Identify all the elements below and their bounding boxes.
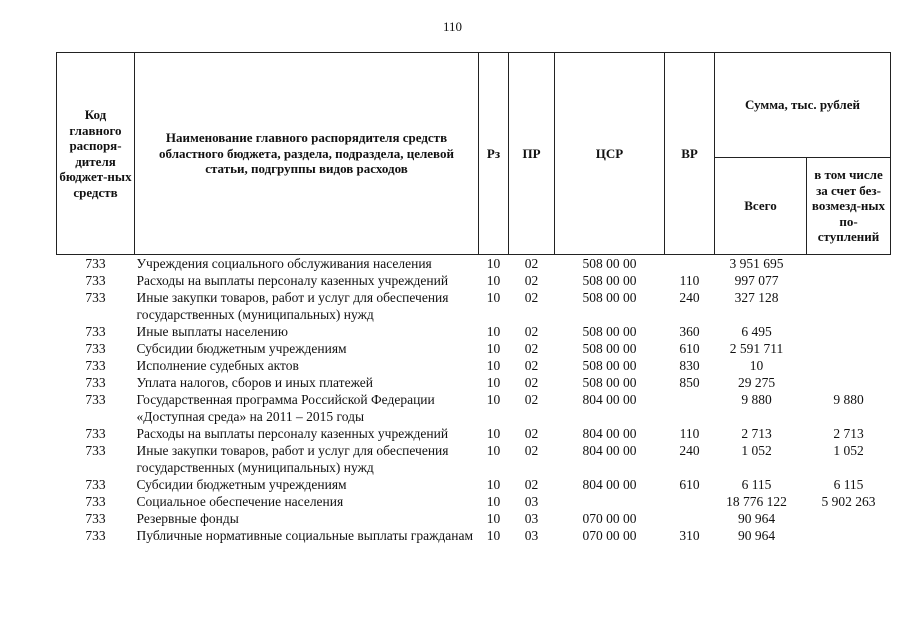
total-value: 90 964 [737, 528, 776, 543]
csr-cell: 070 00 00 [582, 528, 637, 543]
name-cell: Резервные фонды [136, 511, 239, 526]
rz-cell: 10 [486, 528, 501, 543]
total-cell [715, 476, 807, 493]
grants-cell: 9 880 [833, 392, 864, 407]
total-value: 997 077 [734, 273, 779, 288]
pr-cell: 02 [524, 341, 539, 356]
code-cell: 733 [85, 358, 106, 373]
table-row [57, 340, 891, 357]
total-value: 1 052 [741, 443, 772, 458]
grants-cell [807, 340, 891, 357]
rz-cell: 10 [486, 375, 501, 390]
code-cell: 733 [85, 477, 106, 492]
csr-cell [555, 493, 665, 510]
csr-cell: 508 00 00 [582, 358, 637, 373]
vr-cell: 610 [679, 341, 700, 356]
csr-cell: 508 00 00 [582, 341, 637, 356]
rz-cell: 10 [486, 511, 501, 526]
csr-cell: 804 00 00 [582, 392, 637, 407]
table-row [57, 425, 891, 442]
table-row [57, 289, 891, 323]
grants-cell [807, 289, 891, 323]
name-cell: Уплата налогов, сборов и иных платежей [136, 375, 373, 390]
total-value: 2 591 711 [729, 341, 784, 356]
csr-cell: 070 00 00 [582, 511, 637, 526]
csr-cell: 508 00 00 [582, 290, 637, 305]
table-header [57, 53, 891, 255]
code-cell: 733 [85, 273, 106, 288]
name-cell: Исполнение судебных актов [136, 358, 299, 373]
csr-cell: 804 00 00 [582, 426, 637, 441]
code-cell: 733 [85, 511, 106, 526]
total-cell [715, 323, 807, 340]
total-value: 90 964 [737, 511, 776, 526]
pr-cell: 03 [524, 528, 539, 543]
name-cell: Субсидии бюджетным учреждениям [136, 477, 347, 492]
header-vr: ВР [665, 53, 715, 255]
vr-cell [665, 391, 715, 425]
table-row [57, 527, 891, 544]
page-number: 110 [442, 19, 463, 34]
header-pr: ПР [509, 53, 555, 255]
rz-cell: 10 [486, 477, 501, 492]
header-sum: Сумма, тыс. рублей [715, 53, 891, 158]
table-row [57, 493, 891, 510]
name-cell: Учреждения социального обслуживания населения [136, 256, 432, 271]
total-value: 2 713 [741, 426, 772, 441]
grants-cell: 6 115 [833, 477, 864, 492]
code-cell: 733 [85, 392, 106, 407]
total-value: 6 115 [741, 477, 772, 492]
csr-cell: 508 00 00 [582, 375, 637, 390]
pr-cell: 02 [524, 426, 539, 441]
rz-cell: 10 [486, 426, 501, 441]
rz-cell: 10 [486, 358, 501, 373]
pr-cell: 03 [524, 511, 539, 526]
pr-cell: 03 [524, 494, 539, 509]
vr-cell: 310 [679, 528, 700, 543]
header-rz: Рз [479, 53, 509, 255]
code-cell: 733 [85, 290, 106, 305]
code-cell: 733 [85, 443, 106, 458]
grants-cell [807, 323, 891, 340]
header-name: Наименование главного распорядителя средств областного бюджета, раздела, подраздела, целевой статьи, подгруппы видов расходов [135, 53, 479, 255]
vr-cell: 110 [679, 273, 700, 288]
rz-cell: 10 [486, 341, 501, 356]
table-row [57, 476, 891, 493]
total-value: 18 776 122 [726, 494, 787, 509]
name-cell: Иные выплаты населению [136, 324, 288, 339]
name-cell: Расходы на выплаты персоналу казенных учреждений [136, 426, 449, 441]
pr-cell: 02 [524, 443, 539, 458]
csr-cell: 508 00 00 [582, 256, 637, 271]
total-cell [715, 289, 807, 323]
total-cell [715, 357, 807, 374]
pr-cell: 02 [524, 290, 539, 305]
grants-cell [807, 510, 891, 527]
total-value: 327 128 [734, 290, 779, 305]
code-cell: 733 [85, 375, 106, 390]
pr-cell: 02 [524, 392, 539, 407]
total-cell [715, 510, 807, 527]
vr-cell: 240 [679, 443, 700, 458]
total-value: 29 275 [737, 375, 776, 390]
code-cell: 733 [85, 426, 106, 441]
total-cell [715, 493, 807, 510]
pr-cell: 02 [524, 477, 539, 492]
pr-cell: 02 [524, 273, 539, 288]
rz-cell: 10 [486, 324, 501, 339]
vr-cell: 610 [679, 477, 700, 492]
table-row [57, 255, 891, 273]
name-cell: Социальное обеспечение населения [136, 494, 344, 509]
name-cell: Иные закупки товаров, работ и услуг для обеспечения государственных (муниципальных) нужд [136, 443, 449, 475]
total-cell [715, 272, 807, 289]
vr-cell: 850 [679, 375, 700, 390]
pr-cell: 02 [524, 256, 539, 271]
vr-cell: 830 [679, 358, 700, 373]
table-row [57, 272, 891, 289]
code-cell: 733 [85, 324, 106, 339]
rz-cell: 10 [486, 290, 501, 305]
vr-cell [665, 510, 715, 527]
vr-cell [665, 255, 715, 273]
table-row [57, 510, 891, 527]
vr-cell: 110 [679, 426, 700, 441]
header-code: Код главного распоря-дителя бюджет-ных средств [57, 53, 135, 255]
total-cell [715, 391, 807, 425]
header-csr: ЦСР [555, 53, 665, 255]
name-cell: Расходы на выплаты персоналу казенных учреждений [136, 273, 449, 288]
total-cell [715, 425, 807, 442]
grants-cell [807, 272, 891, 289]
code-cell: 733 [85, 256, 106, 271]
total-value: 3 951 695 [729, 256, 784, 271]
pr-cell: 02 [524, 358, 539, 373]
csr-cell: 804 00 00 [582, 477, 637, 492]
grants-cell [807, 357, 891, 374]
table-row [57, 442, 891, 476]
code-cell: 733 [85, 341, 106, 356]
name-cell: Иные закупки товаров, работ и услуг для обеспечения государственных (муниципальных) нужд [136, 290, 449, 322]
total-cell [715, 374, 807, 391]
csr-cell: 508 00 00 [582, 324, 637, 339]
total-cell [715, 255, 807, 273]
pr-cell: 02 [524, 375, 539, 390]
rz-cell: 10 [486, 494, 501, 509]
total-value: 6 495 [741, 324, 772, 339]
total-value: 10 [749, 358, 764, 373]
rz-cell: 10 [486, 273, 501, 288]
code-cell: 733 [85, 528, 106, 543]
pr-cell: 02 [524, 324, 539, 339]
total-cell [715, 340, 807, 357]
rz-cell: 10 [486, 256, 501, 271]
rz-cell: 10 [486, 392, 501, 407]
grants-cell: 1 052 [833, 443, 864, 458]
grants-cell [807, 527, 891, 544]
code-cell: 733 [85, 494, 106, 509]
rz-cell: 10 [486, 443, 501, 458]
grants-cell: 5 902 263 [821, 494, 876, 509]
csr-cell: 804 00 00 [582, 443, 637, 458]
vr-cell: 360 [679, 324, 700, 339]
total-cell [715, 442, 807, 476]
header-grants: в том числе за счет без-возмезд-ных по-ступлений [807, 158, 891, 255]
name-cell: Субсидии бюджетным учреждениям [136, 341, 347, 356]
grants-cell [807, 374, 891, 391]
total-value: 9 880 [741, 392, 772, 407]
csr-cell: 508 00 00 [582, 273, 637, 288]
table-row [57, 391, 891, 425]
header-total: Всего [715, 158, 807, 255]
grants-cell: 2 713 [833, 426, 864, 441]
vr-cell [665, 493, 715, 510]
name-cell: Публичные нормативные социальные выплаты гражданам [136, 528, 474, 543]
name-cell: Государственная программа Российской Федерации «Доступная среда» на 2011 – 2015 годы [136, 392, 435, 424]
table-row [57, 323, 891, 340]
grants-cell [807, 255, 891, 273]
total-cell [715, 527, 807, 544]
vr-cell: 240 [679, 290, 700, 305]
table-row [57, 374, 891, 391]
table-row [57, 357, 891, 374]
budget-table [56, 52, 891, 544]
table-body [57, 255, 891, 545]
